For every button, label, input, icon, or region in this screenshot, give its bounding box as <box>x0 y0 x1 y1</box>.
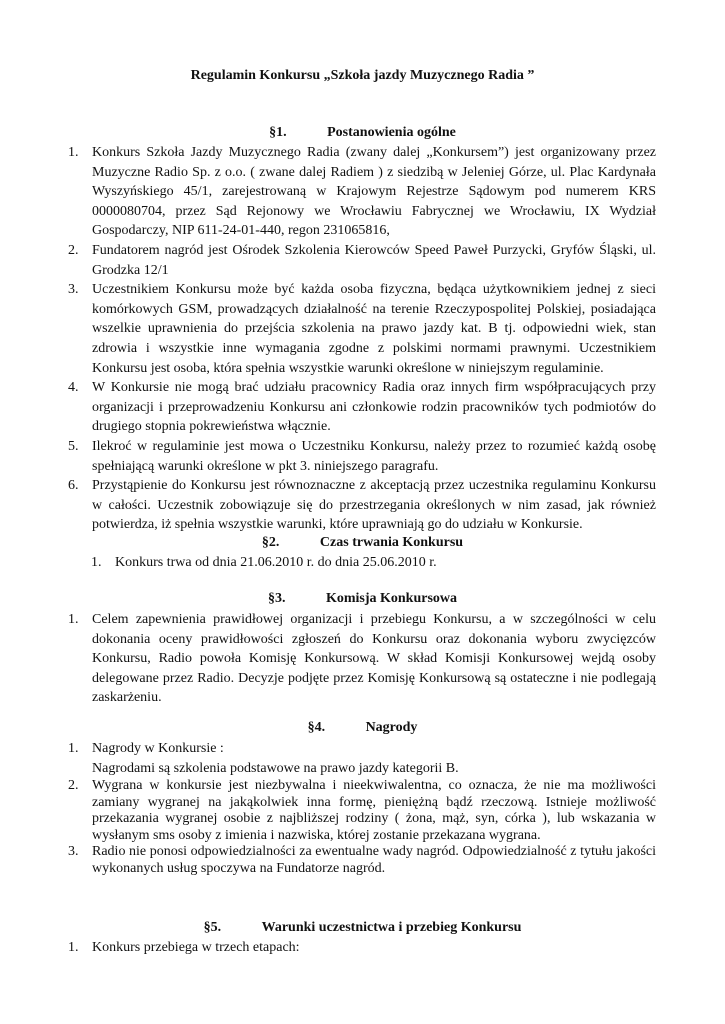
item-number: 1. <box>68 741 79 756</box>
section-title: Komisja Konkursowa <box>325 591 458 606</box>
item-number: 3. <box>68 282 79 298</box>
list-item <box>91 553 656 573</box>
list-item <box>68 778 656 844</box>
item-text: W Konkursie nie mogą brać udziału pracownicy Radia oraz innych firm współpracujących przy organizacji i przeprowadzeniu Konkursu ani członkowie rodzin pracowników tych podmiotów do drugiego stopnia pokrewieństwa włącznie. <box>92 380 656 435</box>
list-item <box>68 739 656 778</box>
section-2-list <box>91 553 656 573</box>
list-item <box>68 378 656 437</box>
section-number: §5. <box>203 920 222 935</box>
item-number: 1. <box>68 145 79 160</box>
item-text: Celem zapewnienia prawidłowej organizacji i przebiegu Konkursu, a w szczególności w celu dokonania oceny prawidłowości zgłoszeń do Konkursu oraz dokonania wyboru zwycięzców Konkursu, Radio powoła Komisję Konkursową. W skład Komisji Konkursowej wejdą osoby delegowane przez Radio. Decyzje podjęte przez Komisję Konkursową są ostateczne i nie podlegają zaskarżeniu. <box>92 612 656 706</box>
section-title: Czas trwania Konkursu <box>319 535 464 550</box>
section-number: §2. <box>261 535 280 550</box>
section-number: §1. <box>269 125 287 140</box>
section-1-list <box>68 143 656 535</box>
item-number: 1. <box>91 555 102 570</box>
item-text: Uczestnikiem Konkursu może być każda osoba fizyczna, będąca użytkownikiem jednej z sieci komórkowych GSM, prowadzących działalność na terenie Rzeczypospolitej Polskiej, posiadająca wszelkie uprawnienia do przejścia szkolenia na prawo jazdy kat. B tj. odpowiedni wiek, stan zdrowia i wszystkie inne wymagania zgodne z polskimi normami prawnymi. Uczestnikiem Konkursu jest osoba, która spełnia wszystkie warunki określone w niniejszym regulaminie. <box>92 282 656 376</box>
item-text: Wygrana w konkursie jest niezbywalna i nieekwiwalentna, co oznacza, że nie ma możliwości zamiany wygranej na jakąkolwiek inna formę, pieniężną bądź rzeczową. Istnieje możliwość przekazania wygranej osobie z najbliższej rodziny ( żona, mąż, syn, córka ), lub wskazania w wysłanym sms osoby z imienia i nazwiska, której zostanie przekazana wygrana. <box>92 778 656 843</box>
section-3-list <box>68 610 656 708</box>
section-heading-2 <box>0 533 725 552</box>
section-5-list <box>68 938 656 958</box>
item-number: 2. <box>68 778 79 794</box>
list-item <box>68 938 656 958</box>
list-item <box>68 476 656 535</box>
item-number: 5. <box>68 438 79 454</box>
list-item <box>68 280 656 378</box>
list-item <box>68 241 656 280</box>
item-text: Radio nie ponosi odpowiedzialności za ewentualne wady nagród. Odpowiedzialność z tytułu jakości wykonanych usług spoczywa na Fundatorze nagród. <box>92 844 656 876</box>
item-number: 1. <box>68 940 79 955</box>
section-heading-5 <box>0 918 725 937</box>
item-text: Konkurs przebiega w trzech etapach: <box>92 940 300 955</box>
item-text: Fundatorem nagród jest Ośrodek Szkolenia Kierowców Speed Paweł Purzycki, Gryfów Śląski, ul. Grodzka 12/1 <box>92 242 656 278</box>
item-number: 1. <box>68 612 79 627</box>
item-text: Przystąpienie do Konkursu jest równoznaczne z akceptacją przez uczestnika regulaminu Konkursu w całości. Uczestnik zobowiązuje się do przestrzegania określonych w nim zasad, jak również potwierdza, iż spełnia wszystkie warunki, które uprawniają go do udziału w Konkursie. <box>92 478 656 533</box>
section-4-list <box>68 739 656 877</box>
section-number: §3. <box>267 591 286 606</box>
list-item <box>68 844 656 877</box>
item-text: Konkurs trwa od dnia 21.06.2010 r. do dnia 25.06.2010 r. <box>115 555 437 570</box>
document-title: Regulamin Konkursu „Szkoła jazdy Muzycznego Radia ” <box>190 68 535 83</box>
list-item <box>68 437 656 476</box>
section-title: Warunki uczestnictwa i przebieg Konkursu <box>261 920 522 935</box>
list-item <box>68 143 656 241</box>
section-heading-3 <box>0 589 725 608</box>
section-heading-4 <box>0 718 725 737</box>
item-subtext: Nagrodami są szkolenia podstawowe na prawo jazdy kategorii B. <box>92 760 459 776</box>
item-text: Nagrody w Konkursie : <box>92 741 224 756</box>
section-number: §4. <box>307 720 326 735</box>
section-title: Postanowienia ogólne <box>327 125 456 140</box>
item-text: Konkurs Szkoła Jazdy Muzycznego Radia (zwany dalej „Konkursem”) jest organizowany przez Muzyczne Radio Sp. z o.o. ( zwane dalej Radiem ) z siedzibą w Jeleniej Górze, ul. Plac Kardynała Wyszyńskiego 45/1, zarejestrowaną w Krajowym Rejestrze Sądowym pod numerem KRS 0000080704, przez Sąd Rejonowy we Wrocławiu Fabrycznej we Wrocławiu, IX Wydział Gospodarczy, NIP 611-24-01-440, regon 231065816, <box>92 145 656 239</box>
item-number: 6. <box>68 478 79 494</box>
section-heading-1 <box>0 123 725 142</box>
section-title: Nagrody <box>365 720 418 735</box>
item-number: 4. <box>68 380 79 396</box>
list-item <box>68 610 656 708</box>
item-number: 3. <box>68 844 79 860</box>
item-number: 2. <box>68 242 79 258</box>
item-text: Ilekroć w regulaminie jest mowa o Uczestniku Konkursu, należy przez to rozumieć każdą osobę spełniającą warunki określone w pkt 3. niniejszego paragrafu. <box>92 438 656 474</box>
